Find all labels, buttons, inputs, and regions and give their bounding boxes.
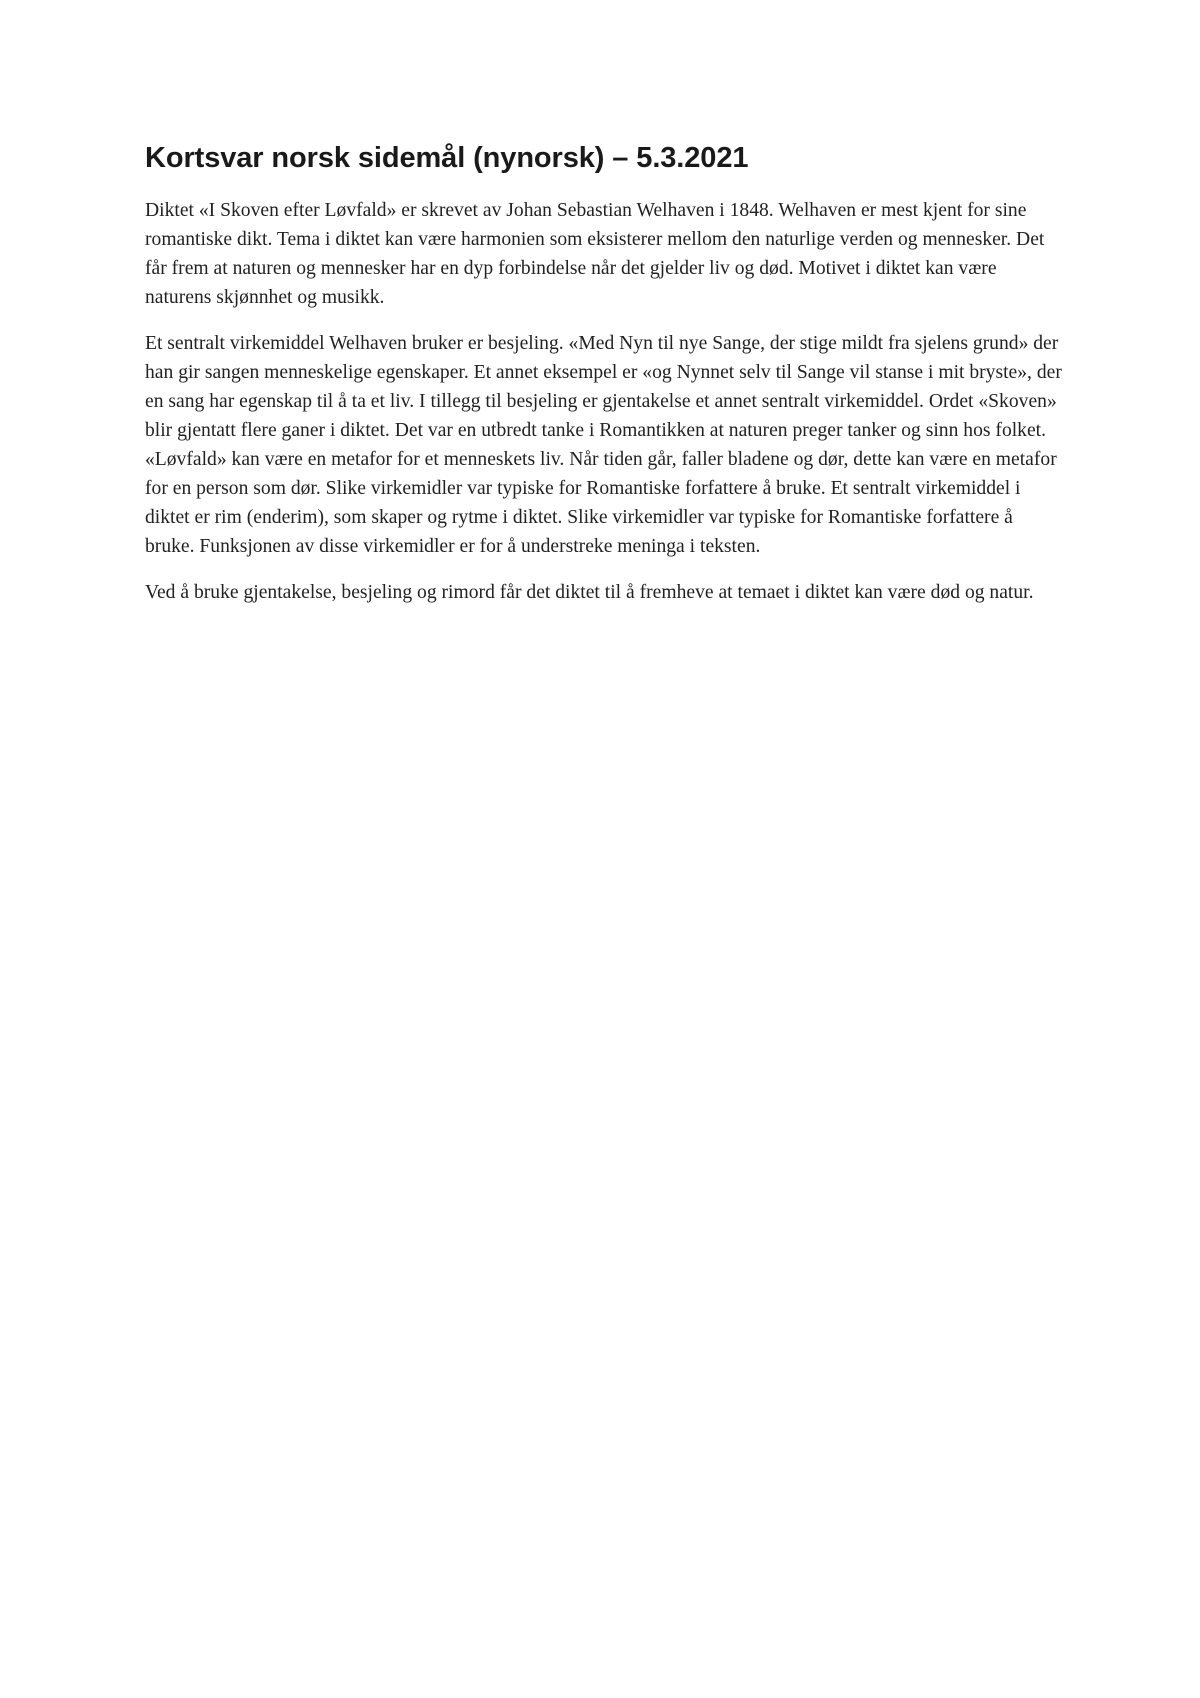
document-body (145, 140, 1065, 624)
paragraph-conclusion: Ved å bruke gjentakelse, besjeling og rimord får det diktet til å fremheve at temaet i diktet kan være død og natur. (145, 582, 1034, 603)
paragraph-analysis: Et sentralt virkemiddel Welhaven bruker er besjeling. «Med Nyn til nye Sange, der stige mildt fra sjelens grund» der han gir sangen menneskelige egenskaper. Et annet eksempel er «og Nynnet selv til Sange vil stanse i mit bryste», der en sang har egenskap til å ta et liv. I tillegg til besjeling er gjentakelse et annet sentralt virkemiddel. Ordet «Skoven» blir gjentatt flere ganer i diktet. Det var en utbredt tanke i Romantikken at naturen preger tanker og sinn hos folket. «Løvfald» kan være en metafor for et menneskets liv. Når tiden går, faller bladene og dør, dette kan være en metafor for en person som dør. Slike virkemidler var typiske for Romantiske forfattere å bruke. Et sentralt virkemiddel i diktet er rim (enderim), som skaper og rytme i diktet. Slike virkemidler var typiske for Romantiske forfattere å bruke. Funksjonen av disse virkemidler er for å understreke meninga i teksten. (145, 333, 1062, 557)
paragraph-intro: Diktet «I Skoven efter Løvfald» er skrevet av Johan Sebastian Welhaven i 1848. Welhaven er mest kjent for sine romantiske dikt. Tema i diktet kan være harmonien som eksisterer mellom den naturlige verden og mennesker. Det får frem at naturen og mennesker har en dyp forbindelse når det gjelder liv og død. Motivet i diktet kan være naturens skjønnhet og musikk. (145, 200, 1045, 308)
document-title: Kortsvar norsk sidemål (nynorsk) – 5.3.2021 (145, 142, 749, 174)
